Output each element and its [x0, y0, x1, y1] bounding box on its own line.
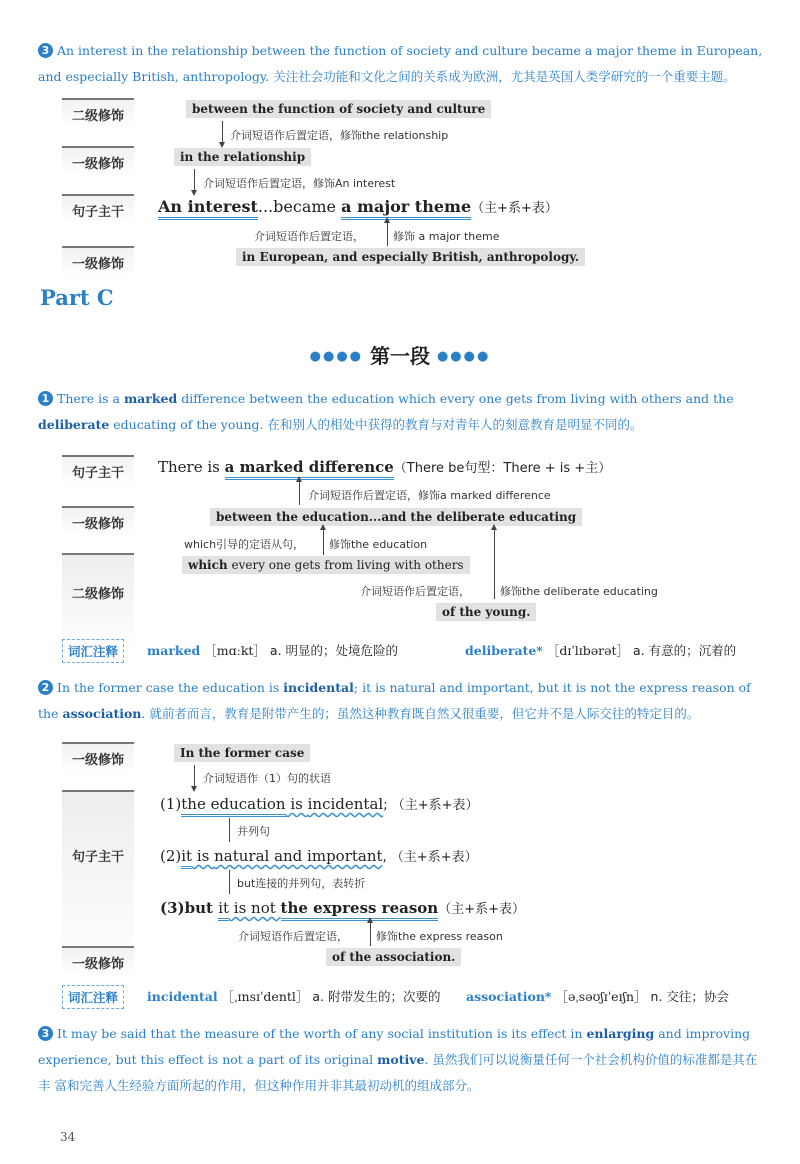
key-word: marked: [123, 391, 178, 406]
decorative-dots: ●●●●: [309, 349, 364, 364]
pronunciation: ［ˌɪnsɪˈdentl］: [221, 989, 309, 1004]
grammar-note: 修饰the deliberate educating: [500, 585, 658, 598]
structure-hint: （主+系+表）: [438, 902, 525, 917]
arrow-up-icon: [387, 222, 388, 246]
pronunciation: ［mɑːkt］: [204, 643, 266, 658]
arrow-up-icon: [494, 529, 495, 599]
level-label-secondary: 二级修饰: [62, 98, 134, 129]
key-word: motive: [377, 1052, 425, 1067]
level-label-secondary: 二级修饰: [62, 553, 134, 649]
verb-phrase: is: [285, 795, 308, 813]
level-label-primary: 一级修饰: [62, 742, 134, 773]
arrow-up-icon: [299, 481, 300, 505]
pronunciation: ［dɪˈlɪbərət］: [546, 643, 630, 658]
vocabulary-word: association*: [466, 989, 552, 1004]
sentence-3-english: An interest in the relationship between the function of society and culture became a major theme in European, and especially British, anthropology.: [38, 43, 763, 84]
connector-line: [229, 818, 230, 842]
vocabulary-label: 词汇注释: [62, 985, 124, 1009]
grammar-note: 并列句: [237, 825, 270, 838]
sentence-number-badge: 1: [38, 391, 53, 406]
sentence-3-paragraph: [38, 38, 763, 90]
definition: n. 交往；协会: [650, 989, 729, 1004]
level-label-main: 句子主干: [62, 790, 134, 970]
predicative-phrase: incidental: [307, 795, 384, 813]
sentence-number-badge: 3: [38, 1026, 53, 1041]
sentence-text: ; it is natural and important, but it is not the express reason of the: [38, 680, 751, 721]
vocabulary-entry: [466, 987, 729, 1005]
pronunciation: ［əˌsəʊʃɪˈeɪʃn］: [555, 989, 647, 1004]
key-word: deliberate: [38, 417, 110, 432]
clause-number: (2): [160, 847, 182, 865]
definition: a. 有意的；沉着的: [633, 643, 737, 658]
grammar-note: 修饰the education: [329, 538, 428, 551]
sentence-number-badge: 2: [38, 680, 53, 695]
modifier-box-which-clause: [182, 556, 470, 574]
definition: a. 明显的；处境危险的: [269, 643, 399, 658]
sentence-1-paragraph: [38, 386, 763, 438]
modifier-box-between: between the function of society and culture: [186, 100, 491, 118]
verb-phrase: ...became: [257, 197, 342, 216]
grammar-note: 介词短语作（1）句的状语: [203, 772, 331, 785]
grammar-note: 介词短语作后置定语，: [254, 230, 364, 243]
vocabulary-word: marked: [147, 643, 201, 658]
subject-phrase: it: [181, 847, 192, 869]
grammar-note: 介词短语作后置定语，: [238, 930, 348, 943]
verb-phrase: is not: [229, 899, 281, 917]
arrow-up-icon: [323, 529, 324, 555]
sentence-text: but this effect is not a part of its original: [115, 1052, 378, 1067]
sentence-2-paragraph: [38, 675, 763, 727]
sentence-chinese: 富和完善人生经验方面所起的作用，但这种作用并非其最初动机的组成部分。: [54, 1078, 480, 1093]
grammar-note: 介词短语作后置定语，修饰a marked difference: [308, 489, 551, 502]
sentence-text: educating of the young.: [113, 417, 264, 432]
vocabulary-entry: [147, 987, 441, 1005]
structure-hint: （主+系+表）: [471, 201, 558, 216]
clause-number: (1): [160, 795, 182, 813]
modifier-box-of-young: of the young.: [436, 603, 536, 621]
modifier-box-between-education: between the education...and the deliberate educating: [210, 508, 582, 526]
sentence-number-badge: 3: [38, 43, 53, 58]
arrow-down-icon: [194, 169, 195, 191]
level-label-primary: 一级修饰: [62, 146, 134, 177]
verb-phrase: is: [192, 847, 215, 865]
connector-line: [229, 870, 230, 894]
predicative-phrase: a major theme: [341, 197, 471, 220]
grammar-note: 修饰the express reason: [376, 930, 503, 943]
key-word: association: [62, 706, 142, 721]
key-word: enlarging: [586, 1026, 655, 1041]
arrow-down-icon: [194, 765, 195, 787]
vocabulary-word: incidental: [147, 989, 218, 1004]
vocabulary-word: deliberate*: [465, 643, 543, 658]
sentence-text: In the former case the education is: [57, 680, 284, 695]
sentence-3b-paragraph: [38, 1021, 763, 1099]
section-title-text: 第一段: [370, 344, 430, 368]
sentence-text: It may be said that the measure of the worth of any social institution is its effect in: [57, 1026, 587, 1041]
level-label-primary: 一级修饰: [62, 246, 134, 277]
page-number: 34: [60, 1130, 76, 1144]
sentence-main-clause: [158, 457, 611, 476]
relative-pronoun: which: [188, 558, 228, 572]
grammar-note: 介词短语作后置定语，: [360, 585, 470, 598]
subject-phrase: An interest: [158, 197, 258, 220]
clause-text: every one gets from living with others: [227, 558, 464, 572]
decorative-dots: ●●●●: [436, 349, 491, 364]
modifier-box-in-relationship: in the relationship: [174, 148, 311, 166]
structure-hint: , （主+系+表）: [382, 850, 478, 865]
definition: a. 附带发生的；次要的: [312, 989, 441, 1004]
level-label-primary: 一级修饰: [62, 946, 134, 977]
grammar-note: 修饰 a major theme: [393, 230, 500, 243]
subject-phrase: the education: [181, 795, 285, 817]
structure-hint: （There be句型：There + is +主）: [393, 461, 612, 476]
coordinate-clause-2: [160, 846, 478, 865]
key-word: incidental: [283, 680, 354, 695]
part-heading: Part C: [40, 285, 114, 310]
clause-number: (3)but: [160, 899, 219, 917]
sentence-1-chinese: 在和别人的相处中获得的教育与对青年人的刻意教育是明显不同的。: [267, 417, 643, 432]
vocabulary-label: 词汇注释: [62, 639, 124, 663]
level-label-main: 句子主干: [62, 194, 134, 225]
arrow-up-icon: [370, 922, 371, 946]
coordinate-clause-3: [160, 898, 525, 917]
level-label-main: 句子主干: [62, 455, 134, 486]
vocabulary-entry: [465, 641, 736, 659]
section-title: [0, 340, 800, 369]
arrow-down-icon: [222, 121, 223, 143]
grammar-note: which引导的定语从句，: [184, 538, 305, 551]
sentence-3-chinese: 关注社会功能和文化之间的关系成为欧洲，尤其是英国人类学研究的一个重要主题。: [273, 69, 736, 84]
sentence-main-clause: [158, 197, 558, 216]
grammar-note: 介词短语作后置定语，修饰the relationship: [230, 129, 449, 142]
sentence-text: difference between the education which every one gets from living with others and the: [177, 391, 734, 406]
predicative-phrase: the express reason: [281, 899, 439, 921]
grammar-note: 介词短语作后置定语，修饰An interest: [203, 177, 396, 190]
sentence-chinese: . 虽然我们可以说衡量任何一个社会机构价值的标准都是其在丰: [38, 1052, 758, 1093]
subject-phrase: a marked difference: [225, 458, 394, 480]
modifier-box-in-european: in European, and especially British, anthropology.: [236, 248, 585, 266]
structure-hint: ; （主+系+表）: [383, 798, 479, 813]
grammar-note: but连接的并列句，表转折: [237, 877, 366, 890]
subject-phrase: it: [218, 899, 229, 921]
sentence-text: There is a: [57, 391, 124, 406]
modifier-box-of-association: of the association.: [326, 948, 461, 966]
modifier-box-former-case: In the former case: [174, 744, 310, 762]
sentence-text: and improving experience,: [38, 1026, 751, 1067]
level-label-primary: 一级修饰: [62, 506, 134, 537]
vocabulary-entry: [147, 641, 398, 659]
sentence-2-chinese: . 就前者而言，教育是附带产生的；虽然这种教育既自然又很重要，但它并不是人际交往的特定目的。: [141, 706, 700, 721]
coordinate-clause-1: [160, 794, 479, 813]
sentence-text: There is: [158, 458, 225, 476]
predicative-phrase: natural and important: [214, 847, 383, 865]
